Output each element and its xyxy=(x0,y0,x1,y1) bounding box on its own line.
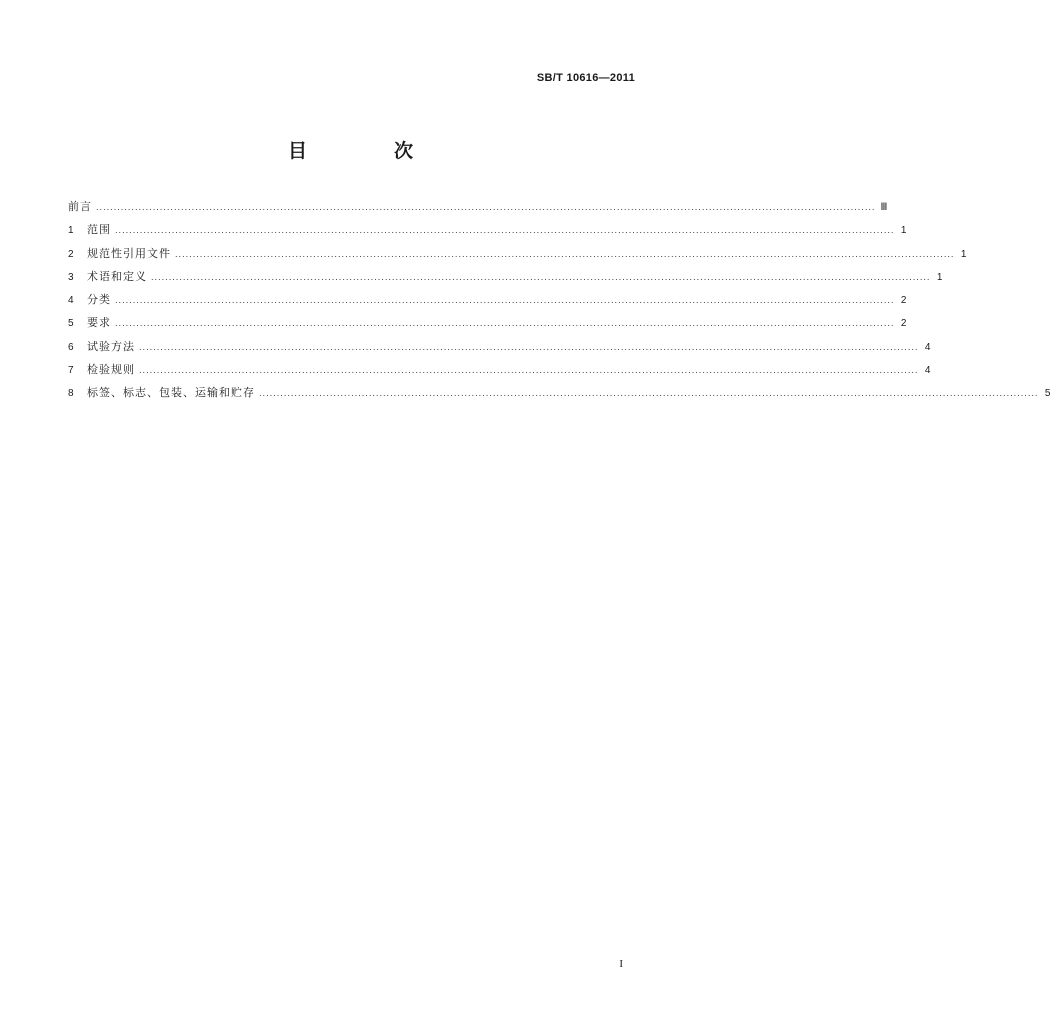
toc-entry-page: 2 xyxy=(900,318,907,330)
toc-entry-page: 1 xyxy=(936,271,943,283)
toc-entry-number: 2 xyxy=(68,248,74,260)
toc-entry-test-methods[interactable] xyxy=(68,339,931,362)
toc-entry-labeling-packaging[interactable] xyxy=(68,385,1050,408)
toc-entry-label: 规范性引用文件 xyxy=(87,246,171,260)
toc-entry-normative-references[interactable] xyxy=(68,246,967,269)
toc-entry-number: 6 xyxy=(68,341,74,353)
toc-leader-dots: ............................................................................................................................................................................................................................ xyxy=(115,226,895,236)
toc-entry-inspection-rules[interactable] xyxy=(68,362,931,385)
table-of-contents xyxy=(68,199,1050,409)
toc-entry-requirements[interactable] xyxy=(68,315,907,338)
standard-code: SB/T 10616—2011 xyxy=(536,72,635,84)
toc-leader-dots: ............................................................................................................................................................................................................................ xyxy=(139,342,919,352)
toc-leader-dots: ............................................................................................................................................................................................................................ xyxy=(115,319,895,329)
toc-entry-number: 5 xyxy=(68,318,74,330)
toc-entry-page: 1 xyxy=(960,248,967,260)
toc-entry-number: 8 xyxy=(68,388,74,400)
toc-entry-page: 4 xyxy=(924,341,931,353)
toc-entry-label: 检验规则 xyxy=(87,363,135,377)
toc-entry-number: 4 xyxy=(68,295,74,307)
toc-entry-number: 7 xyxy=(68,365,74,377)
toc-entry-page: 5 xyxy=(1044,388,1050,400)
toc-entry-page: Ⅲ xyxy=(880,202,888,213)
toc-leader-dots: ............................................................................................................................................................................................................................ xyxy=(96,203,876,212)
toc-leader-dots: ............................................................................................................................................................................................................................ xyxy=(115,296,895,306)
page-number: I xyxy=(619,958,623,970)
toc-entry-classification[interactable] xyxy=(68,292,907,315)
toc-entry-label: 要求 xyxy=(87,316,111,330)
toc-entry-label: 范围 xyxy=(87,223,111,237)
toc-entry-label: 前言 xyxy=(68,200,92,213)
toc-entry-page: 2 xyxy=(900,295,907,307)
toc-leader-dots: ............................................................................................................................................................................................................................ xyxy=(139,366,919,376)
toc-entry-label: 术语和定义 xyxy=(87,269,147,283)
toc-entry-number: 3 xyxy=(68,271,74,283)
toc-entry-preface[interactable] xyxy=(68,199,888,222)
toc-entry-terms-definitions[interactable] xyxy=(68,269,943,292)
toc-entry-label: 分类 xyxy=(87,293,111,307)
toc-entry-label: 标签、标志、包装、运输和贮存 xyxy=(87,386,255,400)
toc-leader-dots: ............................................................................................................................................................................................................................ xyxy=(151,272,931,282)
toc-entry-number: 1 xyxy=(68,225,74,237)
toc-entry-page: 1 xyxy=(900,225,907,237)
toc-entry-label: 试验方法 xyxy=(87,339,135,353)
page-title: 目 次 xyxy=(287,140,447,162)
toc-leader-dots: ............................................................................................................................................................................................................................ xyxy=(175,249,955,259)
toc-entry-page: 4 xyxy=(924,365,931,377)
toc-leader-dots: ............................................................................................................................................................................................................................ xyxy=(259,389,1039,399)
toc-entry-scope[interactable] xyxy=(68,222,907,245)
